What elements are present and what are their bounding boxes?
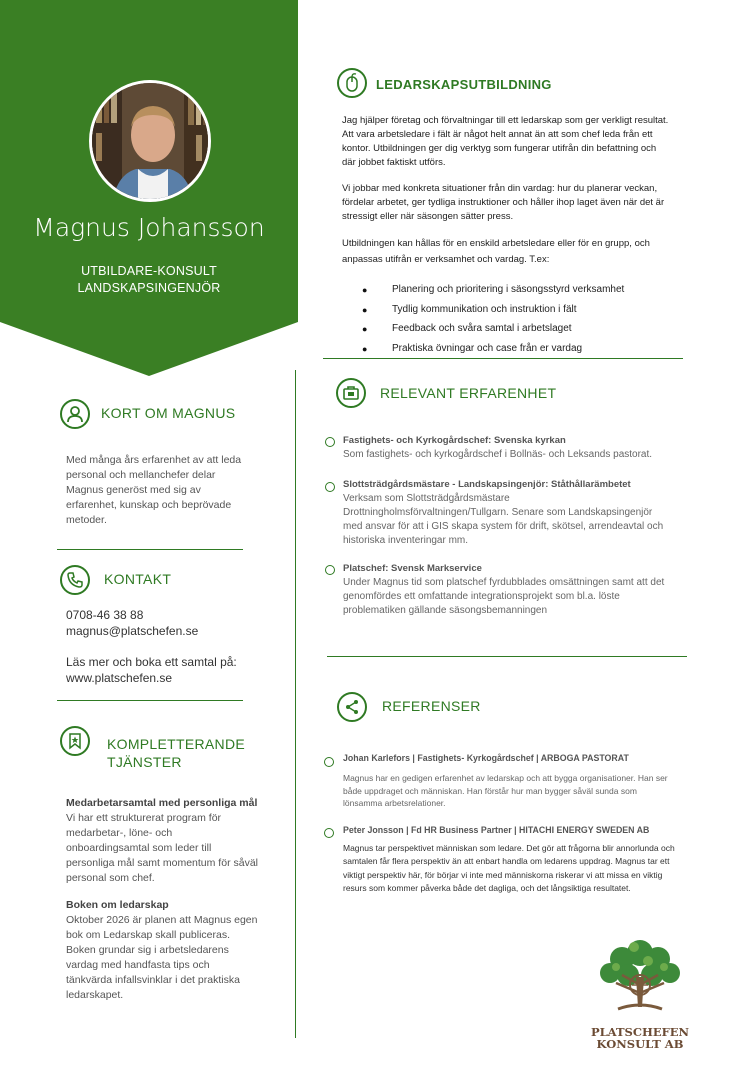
service-item-text: Oktober 2026 är planen att Magnus egen bok om Ledarskap skall publiceras. Boken grundar sig i arbetsledarens vardag med handfasta tips och tänkvärda infallsvinklar i det praktiska ledarskapet. [66,914,258,1001]
divider [57,700,243,701]
leadership-bullets [362,283,682,361]
experience-item-title: Platschef: Svensk Markservice [343,563,482,574]
contact-email[interactable]: magnus@platschefen.se [66,624,199,638]
logo-text-line2: KONSULT AB [596,1037,684,1051]
leadership-p3: Utbildningen kan hållas för en enskild arbetsledare eller för en grupp, och anpassas utifrån er verksamhet och vardag. T.ex: [342,238,650,265]
references-title: REFERENSER [382,698,481,714]
list-item: ● Feedback och svåra samtal i arbetslaget [362,322,682,342]
briefcase-icon [336,378,366,408]
reference-item-text: Magnus har en gedigen erfarenhet av ledarskap och att bygga organisationer. Han ser både uppdraget och människan. Han förstår hur man bygger såväl sunda som lönsamma arbetsrelationer. [343,773,668,808]
divider [327,656,687,657]
list-item: ● Tydlig kommunikation och instruktion i fält [362,303,682,323]
service-item [66,898,258,1003]
timeline-dot [325,437,335,447]
services-title-line1: KOMPLETTERANDE [107,736,245,752]
tree-logo-icon [588,935,692,1019]
share-icon [337,692,367,722]
reference-item [343,825,677,895]
leadership-p2: Vi jobbar med konkreta situationer från din vardag: hur du planerar veckan, fördelar arbetet, ger tydliga instruktioner och håller ihop laget även när det är stressigt eller när säsongen sätter press. [342,183,665,222]
contact-cta: Läs mer och boka ett samtal på: [66,655,237,669]
logo-text-line1: PLATSCHEFEN [590,1025,690,1039]
company-logo [588,935,692,1050]
list-item: ● Praktiska övningar och case från er vardag [362,342,682,362]
phone-icon [60,565,90,595]
service-item-title: Boken om ledarskap [66,899,169,911]
services-title-line2: TJÄNSTER [107,754,182,770]
experience-item-text: Under Magnus tid som platschef fyrdubblades omsättningen samt att det genomfördes ett omfattande integrationsprojekt som bl.a. löste problematiken gällande säsongsbemanningen [343,577,665,616]
divider [57,549,243,550]
profile-role-line1: UTBILDARE-KONSULT [81,264,217,278]
experience-title: RELEVANT ERFARENHET [380,385,557,401]
reference-item-text: Magnus tar perspektivet människan som ledare. Det gör att frågorna blir annorlunda och samtalen får flera perspektiv än att enbart handla om ledarens uppdrag. Magnus tar ett viktigt perspektiv här, för börjar vi inte med människorna riskerar vi att missa en viktig resurs som kommer påverka både det dagliga, och det långsiktiga resultatet. [343,843,675,893]
reference-item-title: Peter Jonsson | Fd HR Business Partner | HITACHI ENERGY SWEDEN AB [343,825,650,835]
person-icon [60,399,90,429]
experience-item [343,435,673,462]
service-item-text: Vi har ett strukturerat program för medarbetar-, löne- och onboardingsamtal som leder till personliga mål samt momentum för såväl personal som chef. [66,812,258,884]
profile-role-line2: LANDSKAPSINGENJÖR [77,281,221,295]
service-item [66,796,258,886]
timeline-dot [324,828,334,838]
timeline-dot [325,565,335,575]
timeline-dot [325,482,335,492]
leadership-p1: Jag hjälper företag och förvaltningar till ett ledarskap som ger verkligt resultat. Att vara arbetsledare i fält är något helt annat än att som chef leda från ett kontor. Utbildningen ger dig verktyg som fungerar utifrån din befattning och där jobbet faktiskt utförs. [342,115,669,168]
contact-phone[interactable]: 0708-46 38 88 [66,608,144,622]
services-title [107,735,245,771]
mouse-icon [337,68,367,98]
leadership-title: LEDARSKAPSUTBILDNING [376,77,552,92]
experience-item-text: Som fastighets- och kyrkogårdschef i Bollnäs- och Leksands pastorat. [343,449,653,460]
leadership-body [342,114,672,268]
about-title: KORT OM MAGNUS [101,405,236,421]
contact-block [66,607,237,686]
bookmark-star-icon [60,726,90,756]
divider [323,358,683,359]
experience-item [343,479,673,548]
reference-item [343,753,673,810]
column-divider [295,370,296,1038]
service-item-title: Medarbetarsamtal med personliga mål [66,797,258,809]
profile-photo [89,80,211,202]
experience-item-title: Fastighets- och Kyrkogårdschef: Svenska kyrkan [343,435,566,446]
list-item: ● Planering och prioritering i säsongsstyrd verksamhet [362,283,682,303]
profile-name: Magnus Johansson [33,213,265,242]
about-text: Med många års erfarenhet av att leda personal och mellanchefer delar Magnus generöst med sig av erfarenhet, kunskap och beprövade metoder. [66,454,242,526]
contact-web[interactable]: www.platschefen.se [66,671,173,685]
experience-item [343,563,673,618]
timeline-dot [324,757,334,767]
experience-item-title: Slottsträdgårdsmästare - Landskapsingenjör: Ståthållarämbetet [343,479,631,490]
experience-item-text: Verksam som Slottsträdgårdsmästare Drottningholmsförvaltningen/Tullgarn. Senare som Landskapsingenjör med ansvar för att i GIS skapa system för drift, skötsel, arrendeavtal och historiska inventeringar mm. [343,493,664,546]
reference-item-title: Johan Karlefors | Fastighets- Kyrkogårdschef | ARBOGA PASTORAT [343,753,629,763]
contact-title: KONTAKT [104,571,172,587]
